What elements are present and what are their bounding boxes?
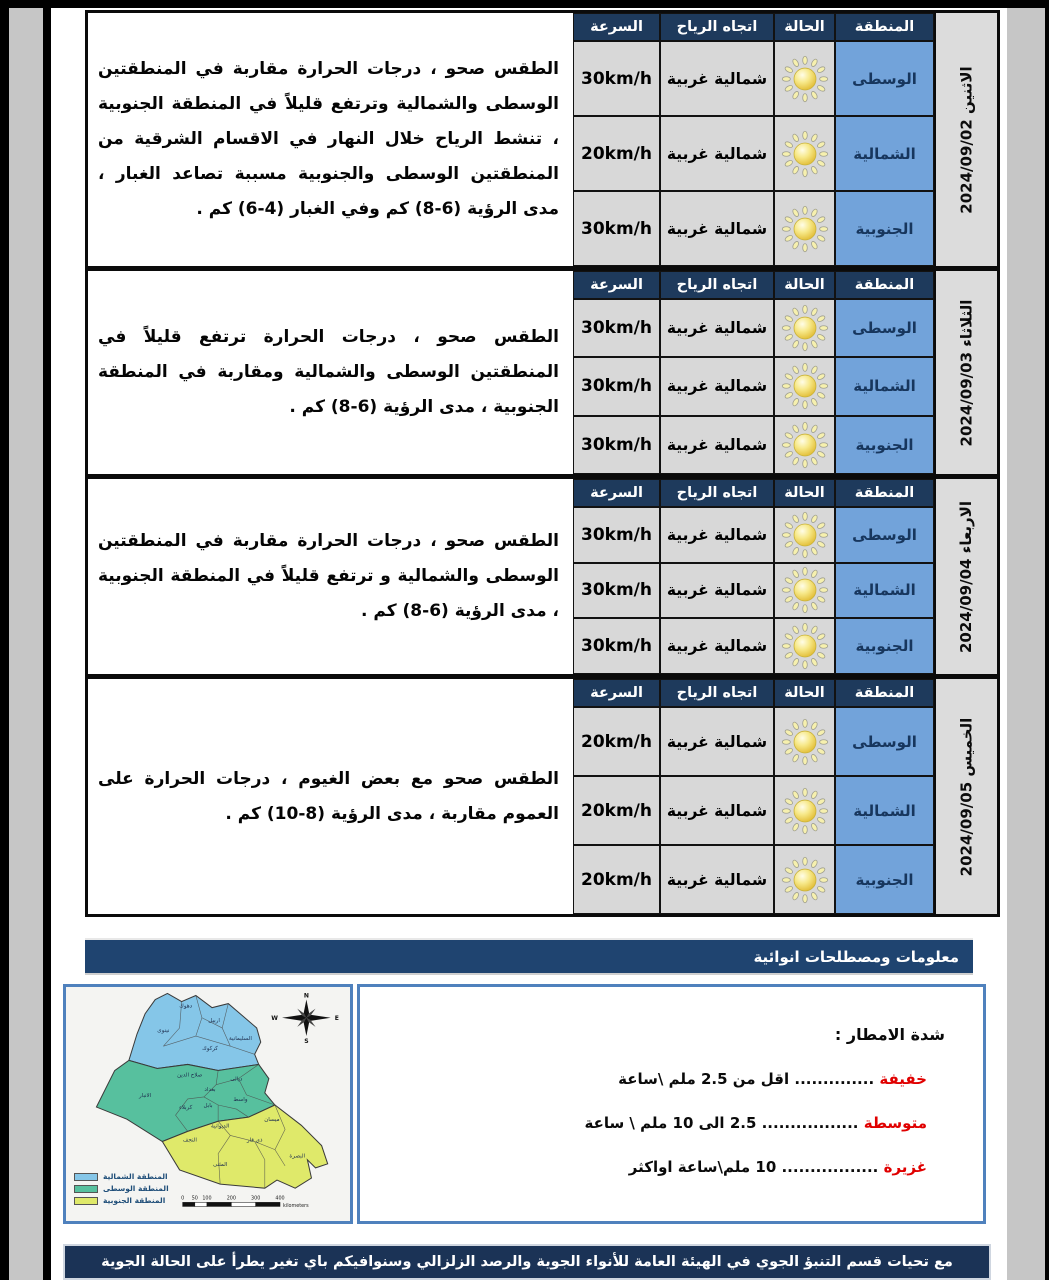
wind-direction-cell: شمالية غربية bbox=[660, 845, 774, 914]
wind-speed-cell: 20km/h bbox=[573, 707, 660, 776]
wind-direction-cell: شمالية غربية bbox=[660, 416, 774, 474]
sunny-icon bbox=[779, 785, 831, 837]
column-header-wind-direction: اتجاه الرياح bbox=[660, 271, 774, 299]
scale-tick-label: 50 bbox=[191, 1195, 198, 1202]
map-legend bbox=[74, 1169, 169, 1205]
rain-heavy-value: ................. 10 ملم\ساعة اواكثر bbox=[628, 1158, 884, 1176]
wind-speed-cell: 30km/h bbox=[573, 41, 660, 116]
compass-rose bbox=[271, 993, 339, 1046]
condition-cell bbox=[774, 357, 835, 415]
day-label-cell bbox=[934, 13, 997, 266]
wind-direction-cell: شمالية غربية bbox=[660, 299, 774, 357]
info-terms-banner bbox=[85, 938, 973, 975]
wind-speed-cell: 30km/h bbox=[573, 416, 660, 474]
wind-speed-cell: 30km/h bbox=[573, 618, 660, 674]
province-label: النجف bbox=[182, 1137, 197, 1144]
wind-direction-cell: شمالية غربية bbox=[660, 776, 774, 845]
condition-cell bbox=[774, 191, 835, 266]
weather-description-cell bbox=[88, 13, 573, 266]
region-cell: الوسطى bbox=[835, 41, 934, 116]
province-label: بابل bbox=[203, 1103, 213, 1110]
column-header-wind-direction: اتجاه الرياح bbox=[660, 13, 774, 41]
day-date-label: الاربعاء 2024/09/04 bbox=[957, 500, 976, 653]
province-label: صلاح الدين bbox=[177, 1072, 203, 1079]
wind-direction-cell: شمالية غربية bbox=[660, 707, 774, 776]
info-terms-banner-label: معلومات ومصطلحات انوائية bbox=[753, 947, 959, 966]
rain-moderate-label: متوسطة bbox=[863, 1114, 927, 1132]
region-cell: الجنوبية bbox=[835, 416, 934, 474]
province-label: نينوى bbox=[157, 1027, 170, 1034]
column-header-condition: الحالة bbox=[774, 479, 835, 507]
condition-cell bbox=[774, 299, 835, 357]
footer-greeting-text: مع تحيات قسم التنبؤ الجوي في الهيئة العامة للأنواء الجوية والرصد الزلزالي وسنوافيكم باي تغير يطرأ على الحالة الجوية bbox=[101, 1254, 953, 1270]
rain-intensity-light bbox=[380, 1070, 927, 1088]
condition-cell bbox=[774, 707, 835, 776]
sunny-icon bbox=[779, 128, 831, 180]
wind-speed-cell: 30km/h bbox=[573, 357, 660, 415]
svg-text:kilometers: kilometers bbox=[283, 1202, 309, 1209]
legend-label-central: المنطقة الوسطى bbox=[103, 1184, 169, 1193]
rain-intensity-heavy bbox=[380, 1158, 927, 1176]
region-cell: الشمالية bbox=[835, 357, 934, 415]
wind-direction-cell: شمالية غربية bbox=[660, 116, 774, 191]
rain-intensity-title: شدة الامطار : bbox=[834, 1025, 945, 1044]
province-label: المثنى bbox=[212, 1161, 228, 1168]
sunny-icon bbox=[779, 716, 831, 768]
wind-direction-cell: شمالية غربية bbox=[660, 41, 774, 116]
wind-direction-cell: شمالية غربية bbox=[660, 618, 774, 674]
legend-row-south bbox=[74, 1196, 169, 1205]
region-cell: الشمالية bbox=[835, 776, 934, 845]
svg-text:E: E bbox=[334, 1014, 339, 1022]
legend-label-north: المنطقة الشمالية bbox=[103, 1172, 168, 1181]
column-header-speed: السرعة bbox=[573, 271, 660, 299]
wind-speed-cell: 20km/h bbox=[573, 776, 660, 845]
wind-direction-cell: شمالية غربية bbox=[660, 507, 774, 563]
legend-swatch-north bbox=[74, 1173, 98, 1181]
weather-description-cell bbox=[88, 479, 573, 674]
page-left-margin bbox=[9, 8, 43, 1280]
day-label-cell bbox=[934, 679, 997, 914]
day-data-grid bbox=[573, 479, 934, 674]
wind-speed-cell: 30km/h bbox=[573, 507, 660, 563]
condition-cell bbox=[774, 845, 835, 914]
svg-text:W: W bbox=[271, 1014, 278, 1022]
weather-description-text: الطقس صحو ، درجات الحرارة مقاربة في المنطقتين الوسطى والشمالية و ترتفع قليلاً في المنطقة الجنوبية ، مدى الرؤية (6-8) كم . bbox=[98, 531, 559, 621]
map-scale-bar bbox=[183, 1202, 310, 1209]
province-label: ذي قار bbox=[246, 1137, 263, 1144]
condition-cell bbox=[774, 776, 835, 845]
iraq-regions-map-box bbox=[63, 984, 353, 1224]
condition-cell bbox=[774, 618, 835, 674]
sunny-icon bbox=[779, 509, 831, 561]
forecast-day-block-tuesday bbox=[88, 271, 997, 479]
column-header-wind-direction: اتجاه الرياح bbox=[660, 479, 774, 507]
sunny-icon bbox=[779, 203, 831, 255]
column-header-speed: السرعة bbox=[573, 479, 660, 507]
weather-description-text: الطقس صحو ، درجات الحرارة مقاربة في المنطقتين الوسطى والشمالية وترتفع قليلاً في المنطقة الجنوبية ، تنشط الرياح خلال النهار في الاقسام الشرقية من المنطقتين الوسطى والجنوبية مسببة تصاعد الغبار ، مدى الرؤية (6-8) كم وفي الغبار (4-6) كم . bbox=[98, 59, 559, 219]
column-header-speed: السرعة bbox=[573, 679, 660, 707]
province-label: كربلاء bbox=[179, 1105, 193, 1112]
condition-cell bbox=[774, 41, 835, 116]
day-data-grid bbox=[573, 271, 934, 474]
footer-greeting-bar bbox=[63, 1244, 991, 1280]
province-label: ميسان bbox=[264, 1117, 280, 1124]
day-date-label: الثلاثاء 2024/09/03 bbox=[957, 299, 976, 446]
sunny-icon bbox=[779, 360, 831, 412]
province-label: البصرة bbox=[289, 1153, 306, 1160]
rain-light-label: خفيفة bbox=[879, 1070, 927, 1088]
wind-speed-cell: 20km/h bbox=[573, 116, 660, 191]
weather-description-cell bbox=[88, 679, 573, 914]
column-header-speed: السرعة bbox=[573, 13, 660, 41]
wind-direction-cell: شمالية غربية bbox=[660, 191, 774, 266]
condition-cell bbox=[774, 416, 835, 474]
rain-moderate-value: ................. 2.5 الى 10 ملم \ ساعة bbox=[584, 1114, 864, 1132]
province-label: السليمانية bbox=[229, 1036, 252, 1043]
column-header-condition: الحالة bbox=[774, 679, 835, 707]
sunny-icon bbox=[779, 419, 831, 471]
column-header-wind-direction: اتجاه الرياح bbox=[660, 679, 774, 707]
forecast-day-block-wednesday bbox=[88, 479, 997, 679]
day-label-cell bbox=[934, 479, 997, 674]
province-label: واسط bbox=[233, 1096, 248, 1103]
scale-tick-label: 200 bbox=[226, 1195, 236, 1202]
column-header-region: المنطقة bbox=[835, 271, 934, 299]
weather-description-text: الطقس صحو مع بعض الغيوم ، درجات الحرارة على العموم مقاربة ، مدى الرؤية (8-10) كم . bbox=[98, 768, 559, 824]
region-cell: الجنوبية bbox=[835, 191, 934, 266]
wind-direction-cell: شمالية غربية bbox=[660, 357, 774, 415]
day-data-grid bbox=[573, 679, 934, 914]
weather-description-text: الطقس صحو ، درجات الحرارة ترتفع قليلاً في المنطقتين الوسطى والشمالية ومقاربة في المنطقة الجنوبية ، مدى الرؤية (6-8) كم . bbox=[98, 327, 559, 417]
scale-tick-label: 100 bbox=[202, 1195, 212, 1202]
sunny-icon bbox=[779, 854, 831, 906]
wind-speed-cell: 20km/h bbox=[573, 845, 660, 914]
region-cell: الوسطى bbox=[835, 299, 934, 357]
province-label: الانبار bbox=[138, 1092, 152, 1099]
region-cell: الوسطى bbox=[835, 707, 934, 776]
region-cell: الشمالية bbox=[835, 563, 934, 619]
day-date-label: الاثنين 2024/09/02 bbox=[957, 65, 976, 214]
scale-tick-label: 400 bbox=[275, 1195, 285, 1202]
forecast-table bbox=[85, 10, 1000, 917]
wind-direction-cell: شمالية غربية bbox=[660, 563, 774, 619]
column-header-condition: الحالة bbox=[774, 271, 835, 299]
province-label: الديوانية bbox=[210, 1123, 230, 1130]
scale-tick-label: 0 bbox=[181, 1195, 185, 1202]
column-header-region: المنطقة bbox=[835, 13, 934, 41]
wind-speed-cell: 30km/h bbox=[573, 563, 660, 619]
sunny-icon bbox=[779, 302, 831, 354]
legend-row-north bbox=[74, 1172, 169, 1181]
forecast-day-block-monday bbox=[88, 13, 997, 271]
column-header-condition: الحالة bbox=[774, 13, 835, 41]
weather-description-cell bbox=[88, 271, 573, 474]
scale-tick-label: 300 bbox=[251, 1195, 261, 1202]
rain-light-value: .............. اقل من 2.5 ملم \ساعة bbox=[618, 1070, 880, 1088]
condition-cell bbox=[774, 507, 835, 563]
day-data-grid bbox=[573, 13, 934, 266]
legend-swatch-south bbox=[74, 1197, 98, 1205]
page-right-margin bbox=[1007, 8, 1045, 1280]
region-cell: الوسطى bbox=[835, 507, 934, 563]
province-label: اربيل bbox=[208, 1017, 220, 1024]
region-cell: الجنوبية bbox=[835, 618, 934, 674]
sunny-icon bbox=[779, 53, 831, 105]
province-label: بغداد bbox=[204, 1086, 216, 1093]
rain-heavy-label: غزيرة bbox=[883, 1158, 927, 1176]
legend-row-central bbox=[74, 1184, 169, 1193]
condition-cell bbox=[774, 116, 835, 191]
region-cell: الجنوبية bbox=[835, 845, 934, 914]
column-header-region: المنطقة bbox=[835, 479, 934, 507]
forecast-day-block-thursday bbox=[88, 679, 997, 914]
province-label: ديالى bbox=[230, 1076, 243, 1083]
day-date-label: الخميس 2024/09/05 bbox=[957, 717, 976, 876]
svg-text:S: S bbox=[304, 1038, 309, 1046]
legend-label-south: المنطقة الجنوبية bbox=[103, 1196, 166, 1205]
wind-speed-cell: 30km/h bbox=[573, 299, 660, 357]
legend-swatch-central bbox=[74, 1185, 98, 1193]
wind-speed-cell: 30km/h bbox=[573, 191, 660, 266]
province-label: دهوك bbox=[179, 1003, 193, 1010]
province-label: كركوك bbox=[202, 1046, 218, 1053]
svg-text:N: N bbox=[303, 992, 309, 1000]
region-cell: الشمالية bbox=[835, 116, 934, 191]
day-label-cell bbox=[934, 271, 997, 474]
rain-intensity-box bbox=[357, 984, 986, 1224]
condition-cell bbox=[774, 563, 835, 619]
sunny-icon bbox=[779, 564, 831, 616]
rain-intensity-moderate bbox=[380, 1114, 927, 1132]
column-header-region: المنطقة bbox=[835, 679, 934, 707]
sunny-icon bbox=[779, 620, 831, 672]
